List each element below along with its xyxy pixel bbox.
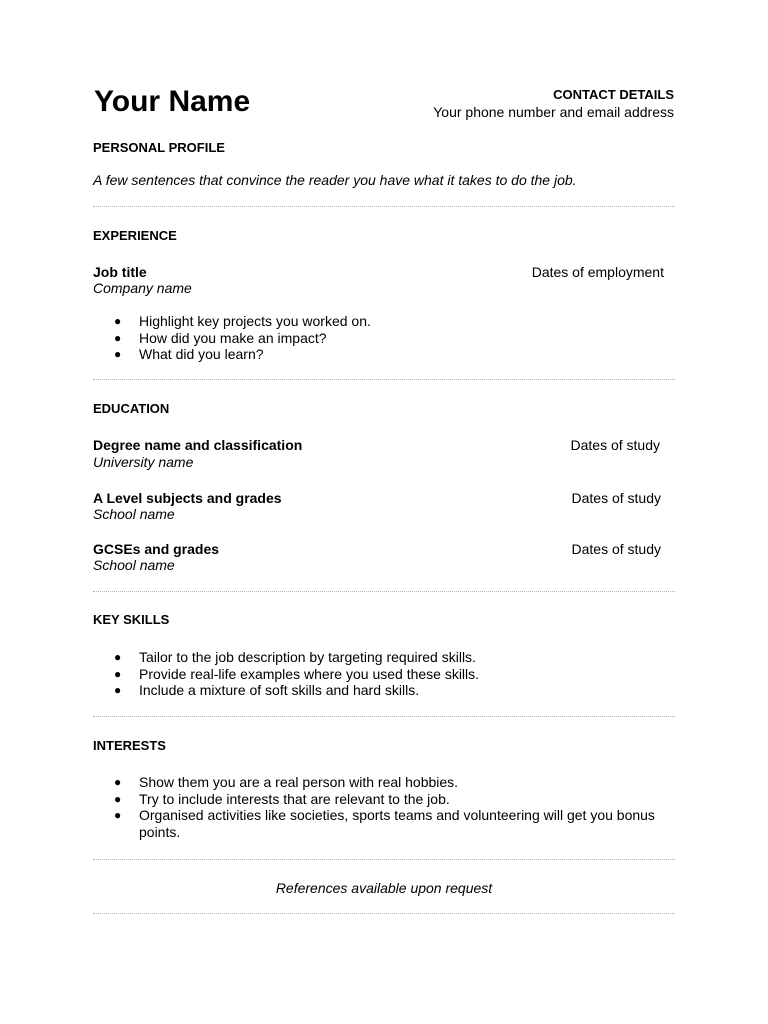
education-entry-institution: School name: [93, 557, 175, 573]
education-entry-dates: Dates of study: [571, 541, 661, 557]
contact-details-heading: CONTACT DETAILS: [553, 87, 674, 102]
section-divider: [93, 591, 675, 592]
list-item: ● How did you make an impact?: [114, 329, 327, 346]
references-note: References available upon request: [275, 880, 493, 896]
bullet-icon: ●: [114, 347, 122, 361]
list-item: ● Tailor to the job description by targeting required skills.: [114, 649, 476, 665]
bullet-icon: ●: [114, 775, 122, 789]
personal-profile-text: A few sentences that convince the reader you have what it takes to do the job.: [93, 172, 577, 188]
education-entry-dates: Dates of study: [571, 490, 661, 506]
education-entry-dates: Dates of study: [570, 437, 660, 453]
list-item: ● Show them you are a real person with real hobbies.: [114, 774, 459, 790]
education-entry-heading: A Level subjects and grades: [93, 490, 282, 506]
education-heading: EDUCATION: [93, 401, 170, 416]
education-entry-institution: University name: [93, 454, 194, 470]
list-item: ● Include a mixture of soft skills and hard skills.: [114, 682, 420, 698]
experience-heading: EXPERIENCE: [93, 228, 177, 243]
section-divider: [93, 206, 675, 207]
contact-details-text: Your phone number and email address: [433, 104, 674, 120]
job-title: Job title: [93, 264, 147, 280]
interests-bullets: [93, 774, 675, 840]
list-item: ● Try to include interests that are relevant to the job.: [114, 790, 450, 807]
section-divider: [93, 859, 675, 860]
list-item: ● Provide real-life examples where you used these skills.: [114, 665, 480, 682]
company-name: Company name: [93, 280, 192, 296]
experience-bullets: [93, 313, 675, 363]
list-item: ● Highlight key projects you worked on.: [114, 313, 371, 329]
bullet-icon: ●: [114, 791, 122, 806]
skills-bullets: [93, 649, 675, 699]
personal-profile-heading: PERSONAL PROFILE: [93, 140, 225, 155]
bullet-icon: ●: [114, 808, 122, 822]
section-divider: [93, 379, 675, 380]
bullet-icon: ●: [114, 314, 122, 328]
education-entry-heading: Degree name and classification: [93, 437, 303, 453]
list-item: ● Organised activities like societies, sports teams and volunteering will get you bonus points.: [114, 807, 655, 840]
employment-dates: Dates of employment: [531, 264, 664, 280]
interests-heading: INTERESTS: [93, 738, 166, 753]
section-divider: [93, 913, 675, 914]
education-entry-heading: GCSEs and grades: [93, 541, 220, 557]
name-heading: Your Name: [94, 85, 251, 118]
bullet-icon: ●: [114, 330, 122, 345]
section-divider: [93, 716, 675, 717]
bullet-icon: ●: [114, 650, 122, 664]
key-skills-heading: KEY SKILLS: [93, 612, 170, 627]
education-entry-institution: School name: [93, 506, 175, 522]
bullet-icon: ●: [114, 666, 122, 681]
list-item: ● What did you learn?: [114, 346, 264, 362]
bullet-icon: ●: [114, 683, 122, 697]
